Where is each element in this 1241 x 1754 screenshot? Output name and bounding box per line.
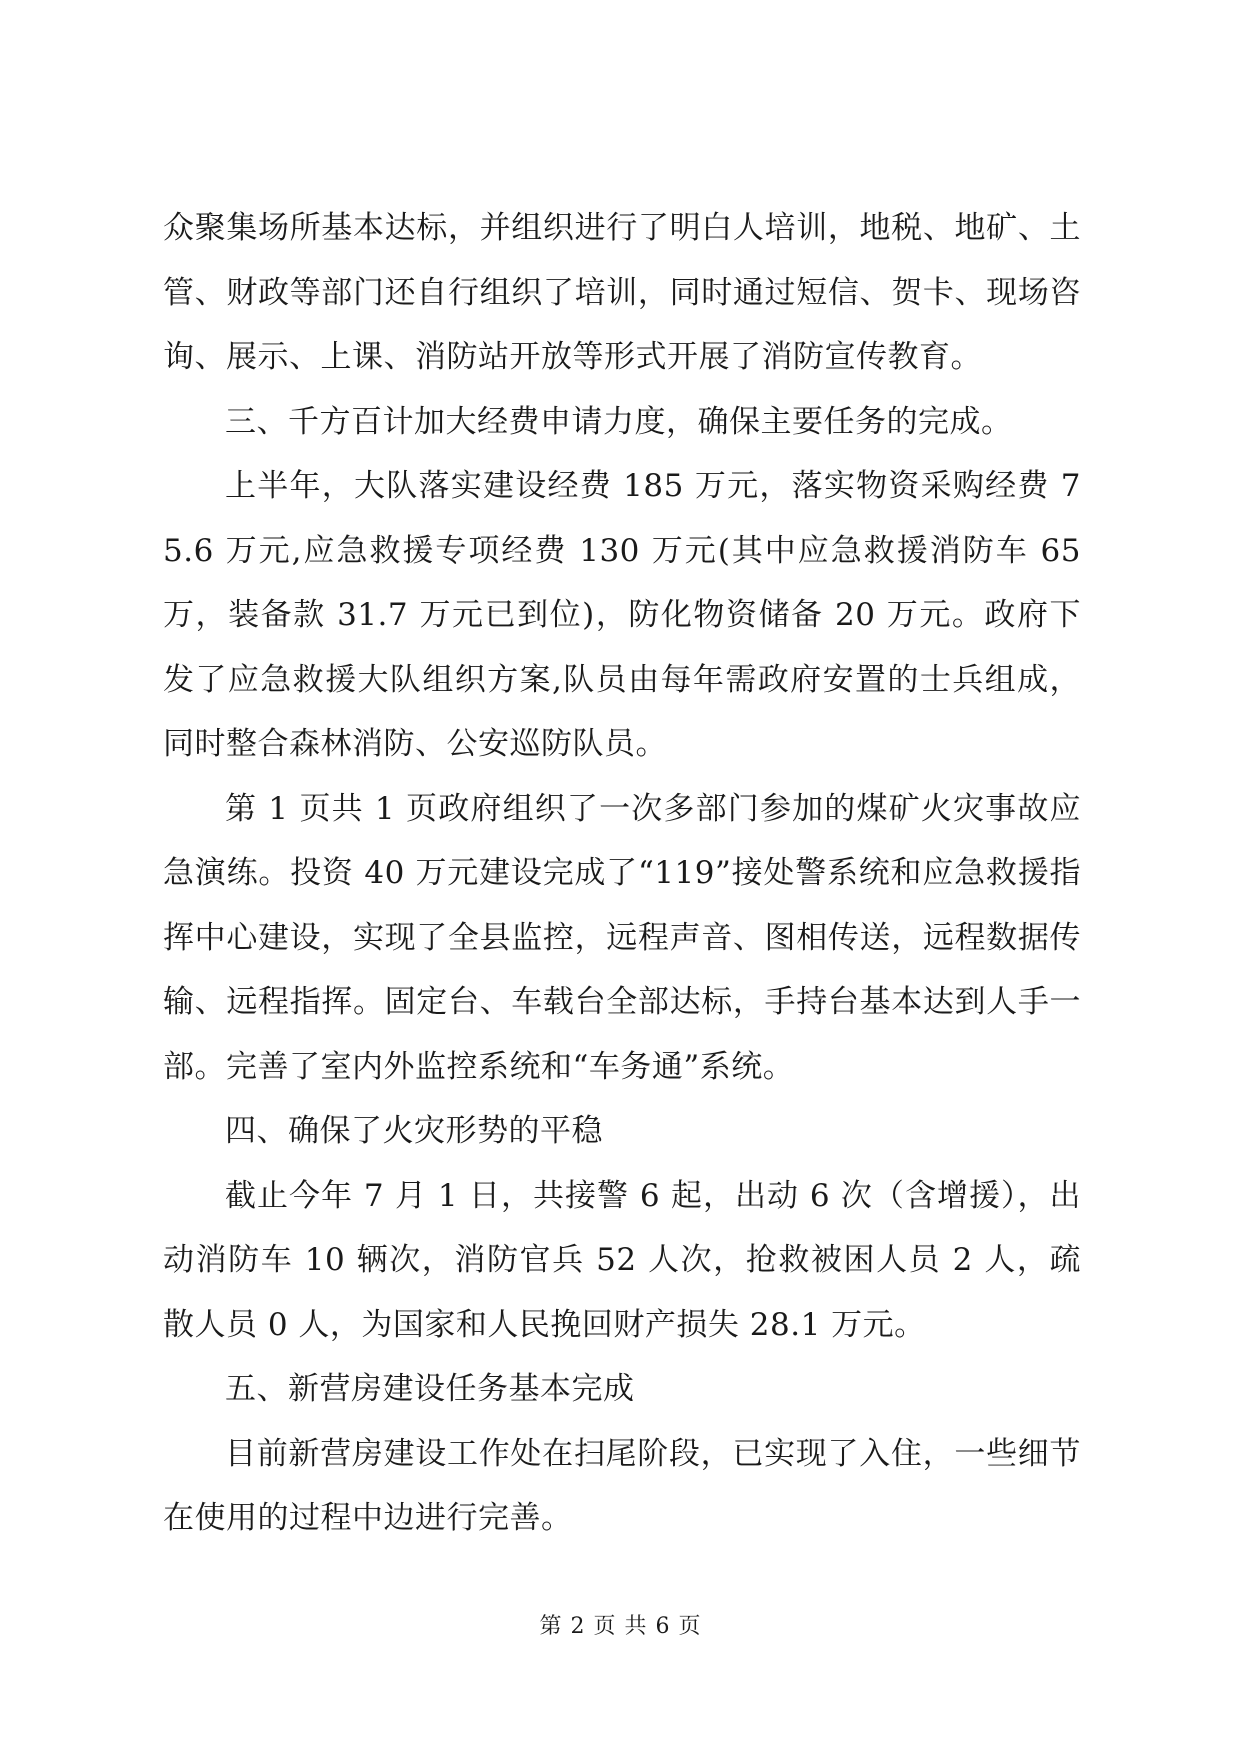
paragraph-1: 众聚集场所基本达标，并组织进行了明白人培训，地税、地矿、土管、财政等部门还自行组织了培训，同时通过短信、贺卡、现场咨询、展示、上课、消防站开放等形式开展了消防宣传教育。 [163,210,1081,375]
section-heading-4: 四、确保了火灾形势的平稳 [225,1113,603,1149]
page-footer: 第 2 页 共 6 页 [539,1614,702,1639]
paragraph-drill: 第 1 页共 1 页政府组织了一次多部门参加的煤矿火灾事故应急演练。投资 40 万元建设完成了“119”接处警系统和应急救援指挥中心建设，实现了全县监控，远程声音、图相传送，远程数据传输、远程指挥。固定台、车载台全部达标，手持台基本达到人手一部。完善了室内外监控系统和“车务通”系统。 [163,790,1081,1085]
paragraph-statistics: 截止今年 7 月 1 日，共接警 6 起，出动 6 次（含增援），出动消防车 10 辆次，消防官兵 52 人次，抢救被困人员 2 人，疏散人员 0 人，为国家和人民挽回财产损失 28.1 万元。 [163,1177,1081,1343]
section-heading-5: 五、新营房建设任务基本完成 [225,1371,635,1407]
paragraph-funding: 上半年，大队落实建设经费 185 万元，落实物资采购经费 75.6 万元,应急救援专项经费 130 万元(其中应急救援消防车 65 万，装备款 31.7 万元已到位)，防化物资储备 20 万元。政府下发了应急救援大队组织方案,队员由每年需政府安置的士兵组成，同时整合森林消防、公安巡防队员。 [163,468,1081,762]
section-heading-3: 三、千方百计加大经费申请力度，确保主要任务的完成。 [225,403,1013,440]
document-body [163,196,1081,1551]
paragraph-barracks: 目前新营房建设工作处在扫尾阶段，已实现了入住，一些细节在使用的过程中边进行完善。 [163,1435,1081,1536]
